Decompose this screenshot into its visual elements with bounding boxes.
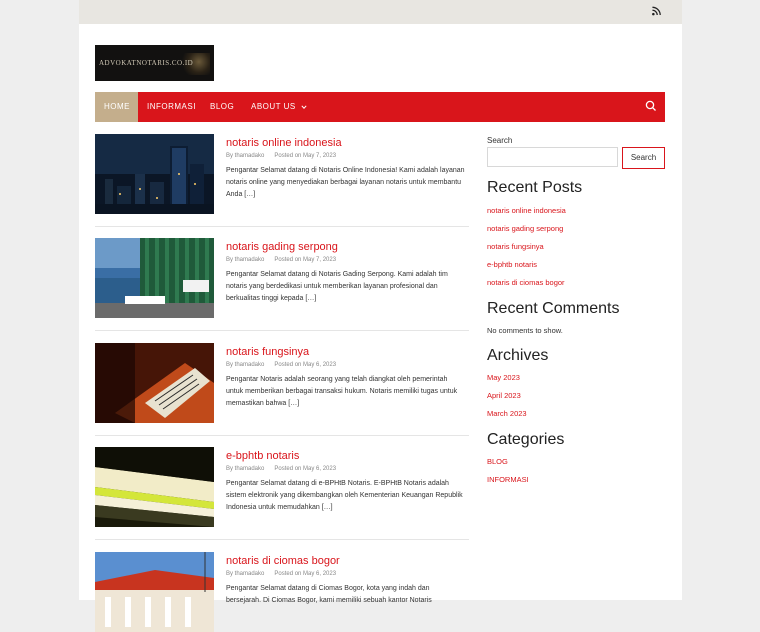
search-icon[interactable] [645,100,657,112]
nav-item-informasi[interactable]: INFORMASI [147,102,196,111]
post-excerpt: Pengantar Notaris adalah seorang yang telah diangkat oleh pemerintah untuk memberikan berbagai transaksi hukum. Notaris memiliki tugas untuk memastikan bahwa […] [226,376,458,408]
post-meta [226,153,336,159]
archive-link[interactable]: March 2023 [487,409,527,418]
post-thumbnail[interactable] [95,552,214,632]
archives-title: Archives [487,347,549,364]
search-label: Search [487,136,513,145]
post-author[interactable]: By thamadako [226,571,265,577]
post-date[interactable]: Posted on May 7, 2023 [274,153,337,159]
post-author[interactable]: By thamadako [226,257,265,263]
chevron-down-icon [301,104,307,110]
post-date[interactable]: Posted on May 6, 2023 [274,362,337,368]
post-title[interactable]: notaris fungsinya [226,346,310,358]
post-meta [226,466,336,472]
recent-post-link[interactable]: e-bphtb notaris [487,260,538,269]
recent-post-link[interactable]: notaris di ciomas bogor [487,278,565,287]
recent-comments-title: Recent Comments [487,300,620,317]
main-navigation [95,92,665,122]
site-logo[interactable] [95,45,214,81]
recent-post-link[interactable]: notaris fungsinya [487,242,544,251]
category-link[interactable]: INFORMASI [487,475,529,484]
recent-post-link[interactable]: notaris online indonesia [487,206,566,215]
nav-item-about-us[interactable] [242,92,316,122]
post-divider [95,330,469,331]
post-date[interactable]: Posted on May 6, 2023 [274,571,337,577]
post-title[interactable]: e-bphtb notaris [226,450,300,462]
post-thumbnail[interactable] [95,134,214,214]
nav-item-about-us-label: ABOUT US [251,102,296,111]
nav-item-home[interactable]: HOME [95,92,138,122]
post-divider [95,226,469,227]
post-date[interactable]: Posted on May 7, 2023 [274,257,337,263]
archive-link[interactable]: May 2023 [487,373,520,382]
post-author[interactable]: By thamadako [226,153,265,159]
post-title[interactable]: notaris gading serpong [226,241,338,253]
post-title[interactable]: notaris online indonesia [226,137,342,149]
post-thumbnail[interactable] [95,447,214,527]
post-meta [226,362,336,368]
post-excerpt: Pengantar Selamat datang di e-BPHtB Notaris. E-BPHtB Notaris adalah sistem elektronik yang dikembangkan oleh Kementerian Keuangan Republik Indonesia untuk memudahkan […] [226,480,463,512]
archive-link[interactable]: April 2023 [487,391,521,400]
logo-text: ADVOKATNOTARIS.CO.ID [99,59,194,67]
no-comments-text: No comments to show. [487,326,563,335]
category-link[interactable]: BLOG [487,457,508,466]
post-meta [226,257,336,263]
post-divider [95,539,469,540]
post-thumbnail[interactable] [95,343,214,423]
top-bar [79,0,682,24]
post-excerpt: Pengantar Selamat datang di Ciomas Bogor, kota yang indah dan bersejarah. Di Ciomas Bogor, kami memiliki sebuah kantor Notaris [226,585,432,605]
post-title[interactable]: notaris di ciomas bogor [226,555,340,567]
post-excerpt: Pengantar Selamat datang di Notaris Gading Serpong. Kami adalah tim notaris yang berdedikasi untuk memberikan layanan profesional dan berkualitas tinggi kepada […] [226,271,448,303]
post-author[interactable]: By thamadako [226,362,265,368]
nav-item-blog[interactable]: BLOG [210,102,235,111]
categories-title: Categories [487,431,565,448]
search-input[interactable] [487,147,618,167]
post-date[interactable]: Posted on May 6, 2023 [274,466,337,472]
post-excerpt: Pengantar Selamat datang di Notaris Online Indonesia! Kami adalah layanan notaris online yang menyediakan berbagai layanan notaris untuk membantu Anda […] [226,167,465,199]
rss-icon[interactable] [652,6,661,16]
recent-posts-title: Recent Posts [487,179,583,196]
post-author[interactable]: By thamadako [226,466,265,472]
post-meta [226,571,336,577]
post-divider [95,435,469,436]
search-button[interactable]: Search [622,147,665,169]
recent-post-link[interactable]: notaris gading serpong [487,224,564,233]
post-thumbnail[interactable] [95,238,214,318]
